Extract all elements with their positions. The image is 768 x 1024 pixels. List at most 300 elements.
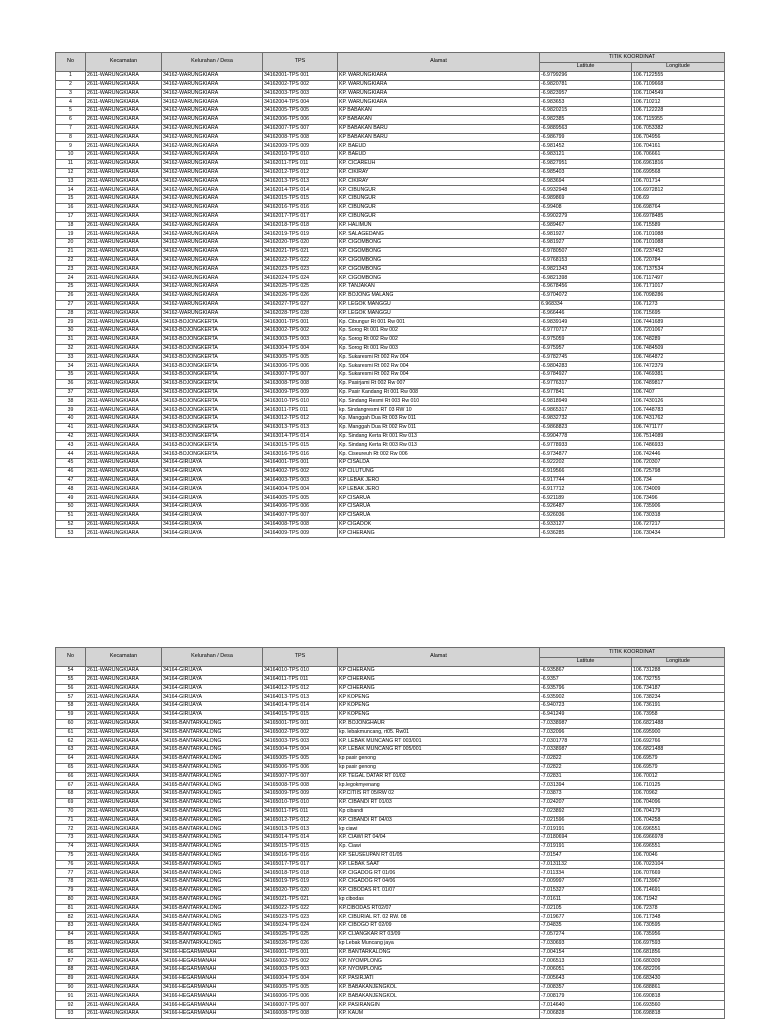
cell-tps: 34165006-TPS 006 (263, 763, 338, 772)
cell-kelurahan: 34163-BOJONGKERTA (162, 406, 263, 415)
cell-kelurahan: 34165-BANTARKALONG (162, 807, 263, 816)
cell-tps: 34165014-TPS 014 (263, 834, 338, 843)
cell-latitude: -7.019191 (540, 825, 632, 834)
cell-alamat: KP. SEUSEUPAN RT 01/05 (338, 851, 540, 860)
cell-no: 74 (56, 842, 86, 851)
cell-alamat: KP. CIGADOG RT 04/06 (338, 878, 540, 887)
cell-kecamatan: 2611-WARUNGKIARA (86, 397, 162, 406)
cell-latitude: -7.021596 (540, 816, 632, 825)
cell-latitude: -6.9780507 (540, 247, 632, 256)
cell-no: 7 (56, 124, 86, 133)
cell-no: 81 (56, 904, 86, 913)
cell-kelurahan: 34164-GIRIJAYA (162, 693, 263, 702)
cell-kelurahan: 34162-WARUNGKIARA (162, 168, 263, 177)
cell-kecamatan: 2611-WARUNGKIARA (86, 159, 162, 168)
cell-kecamatan: 2611-WARUNGKIARA (86, 300, 162, 309)
cell-no: 57 (56, 693, 86, 702)
cell-kelurahan: 34165-BANTARKALONG (162, 816, 263, 825)
header-tps: TPS (263, 648, 338, 667)
cell-no: 19 (56, 230, 86, 239)
table-row (56, 860, 725, 869)
cell-kelurahan: 34163-BOJONGKERTA (162, 327, 263, 336)
cell-tps: 34162019-TPS 019 (263, 230, 338, 239)
table-row (56, 781, 725, 790)
cell-kecamatan: 2611-WARUNGKIARA (86, 415, 162, 424)
cell-no: 15 (56, 195, 86, 204)
cell-kecamatan: 2611-WARUNGKIARA (86, 842, 162, 851)
cell-tps: 34162003-TPS 003 (263, 89, 338, 98)
table-row (56, 1010, 725, 1019)
cell-latitude: -6.9678456 (540, 283, 632, 292)
cell-kecamatan: 2611-WARUNGKIARA (86, 80, 162, 89)
cell-alamat: Kp. Sukaresmi Rt 002 Rw 004 (338, 371, 540, 380)
table-row (56, 807, 725, 816)
cell-latitude: -7.006513 (540, 957, 632, 966)
table-row (56, 151, 725, 160)
cell-tps: 34164003-TPS 003 (263, 476, 338, 485)
cell-kelurahan: 34163-BOJONGKERTA (162, 423, 263, 432)
cell-tps: 34165002-TPS 002 (263, 728, 338, 737)
cell-no: 20 (56, 239, 86, 248)
cell-kecamatan: 2611-WARUNGKIARA (86, 763, 162, 772)
cell-kecamatan: 2611-WARUNGKIARA (86, 256, 162, 265)
cell-alamat: KP. HALIMUN (338, 221, 540, 230)
cell-tps: 34165013-TPS 013 (263, 825, 338, 834)
cell-kecamatan: 2611-WARUNGKIARA (86, 265, 162, 274)
cell-no: 4 (56, 98, 86, 107)
cell-longitude: 106.695900 (632, 728, 725, 737)
cell-longitude: 106.7430126 (632, 397, 725, 406)
cell-alamat: KP. TANJAKAN (338, 283, 540, 292)
cell-kelurahan: 34165-BANTARKALONG (162, 860, 263, 869)
cell-tps: 34165021-TPS 021 (263, 895, 338, 904)
cell-latitude: -7.032096 (540, 728, 632, 737)
cell-kelurahan: 34162-WARUNGKIARA (162, 107, 263, 116)
cell-kecamatan: 2611-WARUNGKIARA (86, 930, 162, 939)
cell-kecamatan: 2611-WARUNGKIARA (86, 807, 162, 816)
cell-no: 40 (56, 415, 86, 424)
cell-no: 18 (56, 221, 86, 230)
cell-no: 55 (56, 675, 86, 684)
cell-tps: 34165007-TPS 007 (263, 772, 338, 781)
cell-alamat: Kp. Sorog Rt 001 Rw 002 (338, 327, 540, 336)
cell-latitude: -6.983694 (540, 177, 632, 186)
cell-tps: 34162007-TPS 007 (263, 124, 338, 133)
cell-longitude: 106.7441689 (632, 318, 725, 327)
table-row (56, 798, 725, 807)
cell-alamat: KP. NYOMPLONG (338, 966, 540, 975)
cell-kecamatan: 2611-WARUNGKIARA (86, 494, 162, 503)
cell-alamat: KP. CIGOMBONG (338, 265, 540, 274)
cell-alamat: KP KOPENG (338, 702, 540, 711)
cell-kelurahan: 34165-BANTARKALONG (162, 886, 263, 895)
cell-alamat: kp. Sindangresmi RT 03 RW 10 (338, 406, 540, 415)
cell-alamat: KP. CIBANDI RT 01/03 (338, 798, 540, 807)
cell-alamat: KP CIHERANG (338, 675, 540, 684)
cell-alamat: kp pasir genong (338, 763, 540, 772)
cell-tps: 34163004-TPS 004 (263, 344, 338, 353)
cell-kelurahan: 34162-WARUNGKIARA (162, 142, 263, 151)
cell-kelurahan: 34165-BANTARKALONG (162, 878, 263, 887)
cell-longitude: 106.707669 (632, 869, 725, 878)
cell-kecamatan: 2611-WARUNGKIARA (86, 247, 162, 256)
cell-kelurahan: 34165-BANTARKALONG (162, 798, 263, 807)
cell-longitude: 106.6821488 (632, 719, 725, 728)
table-row (56, 511, 725, 520)
cell-latitude: -6.982385 (540, 115, 632, 124)
cell-tps: 34162022-TPS 022 (263, 256, 338, 265)
cell-kelurahan: 34166-HEGARMANAH (162, 1010, 263, 1019)
cell-latitude: -6.9784927 (540, 371, 632, 380)
cell-longitude: 106.699568 (632, 168, 725, 177)
cell-longitude: 106.717348 (632, 913, 725, 922)
table-row (56, 520, 725, 529)
cell-kecamatan: 2611-WARUNGKIARA (86, 344, 162, 353)
cell-latitude: -6.9818949 (540, 397, 632, 406)
cell-tps: 34162024-TPS 024 (263, 274, 338, 283)
cell-kelurahan: 34164-GIRIJAYA (162, 520, 263, 529)
cell-longitude: 106.734187 (632, 684, 725, 693)
cell-no: 60 (56, 719, 86, 728)
table-row (56, 203, 725, 212)
cell-kecamatan: 2611-WARUNGKIARA (86, 423, 162, 432)
cell-longitude: 106.704956 (632, 133, 725, 142)
table-row (56, 353, 725, 362)
table-row (56, 89, 725, 98)
cell-longitude: 106.7464872 (632, 353, 725, 362)
table-row (56, 177, 725, 186)
table-row (56, 159, 725, 168)
cell-longitude: 106.704258 (632, 816, 725, 825)
cell-no: 45 (56, 459, 86, 468)
cell-longitude: 106.683430 (632, 974, 725, 983)
cell-kecamatan: 2611-WARUNGKIARA (86, 177, 162, 186)
cell-latitude: -6.9889563 (540, 124, 632, 133)
cell-tps: 34164004-TPS 004 (263, 485, 338, 494)
cell-tps: 34162009-TPS 009 (263, 142, 338, 151)
cell-no: 65 (56, 763, 86, 772)
cell-tps: 34165005-TPS 005 (263, 754, 338, 763)
table-row (56, 186, 725, 195)
cell-no: 48 (56, 485, 86, 494)
cell-longitude: 106.7407 (632, 388, 725, 397)
cell-tps: 34163001-TPS 001 (263, 318, 338, 327)
table-row (56, 327, 725, 336)
cell-kelurahan: 34164-GIRIJAYA (162, 675, 263, 684)
cell-no: 63 (56, 746, 86, 755)
cell-kecamatan: 2611-WARUNGKIARA (86, 816, 162, 825)
table-row (56, 142, 725, 151)
cell-latitude: -6.917712 (540, 485, 632, 494)
cell-latitude: -6.9768153 (540, 256, 632, 265)
cell-tps: 34165016-TPS 016 (263, 851, 338, 860)
cell-tps: 34162012-TPS 012 (263, 168, 338, 177)
cell-alamat: KP.CITIIS RT 05/RW 02 (338, 790, 540, 799)
cell-kecamatan: 2611-WARUNGKIARA (86, 195, 162, 204)
cell-tps: 34162014-TPS 014 (263, 186, 338, 195)
table-row (56, 728, 725, 737)
cell-longitude: 106.69579 (632, 754, 725, 763)
cell-kelurahan: 34165-BANTARKALONG (162, 737, 263, 746)
cell-latitude: -6.989467 (540, 221, 632, 230)
cell-alamat: KP. BOJONGHAUR (338, 719, 540, 728)
cell-no: 56 (56, 684, 86, 693)
cell-latitude: -6.9776317 (540, 379, 632, 388)
cell-tps: 34164011-TPS 011 (263, 675, 338, 684)
header-kelurahan: Kelurahan / Desa (162, 53, 263, 72)
cell-kecamatan: 2611-WARUNGKIARA (86, 781, 162, 790)
cell-kecamatan: 2611-WARUNGKIARA (86, 124, 162, 133)
table-row (56, 529, 725, 538)
cell-kelurahan: 34162-WARUNGKIARA (162, 309, 263, 318)
cell-alamat: KP CIHERANG (338, 684, 540, 693)
cell-tps: 34165020-TPS 020 (263, 886, 338, 895)
table-row (56, 719, 725, 728)
header-kecamatan: Kecamatan (86, 53, 162, 72)
cell-longitude: 106.688861 (632, 983, 725, 992)
cell-alamat: KP. BANTARKALONG (338, 948, 540, 957)
cell-latitude: -6.919566 (540, 467, 632, 476)
cell-alamat: KP CISARUA (338, 511, 540, 520)
cell-no: 41 (56, 423, 86, 432)
cell-tps: 34163016-TPS 016 (263, 450, 338, 459)
cell-latitude: -6.926487 (540, 503, 632, 512)
cell-tps: 34164001-TPS 001 (263, 459, 338, 468)
cell-latitude: -7.008357 (540, 983, 632, 992)
table-row (56, 737, 725, 746)
cell-kelurahan: 34162-WARUNGKIARA (162, 72, 263, 81)
cell-latitude: -6.9821398 (540, 274, 632, 283)
cell-longitude: 106.715589 (632, 221, 725, 230)
cell-alamat: KP. PASIRANGIN (338, 1001, 540, 1010)
cell-no: 13 (56, 177, 86, 186)
table-body (56, 72, 725, 538)
cell-latitude: -7.015327 (540, 886, 632, 895)
cell-longitude: 106.720784 (632, 256, 725, 265)
cell-kecamatan: 2611-WARUNGKIARA (86, 1001, 162, 1010)
cell-longitude: 106.69579 (632, 763, 725, 772)
table-row (56, 983, 725, 992)
cell-alamat: KP. BABAKANJENGKOL (338, 992, 540, 1001)
cell-alamat: Kp. Ciawi (338, 842, 540, 851)
table-row (56, 904, 725, 913)
tps-table-page-1 (55, 52, 725, 538)
cell-alamat: kp ciawi (338, 825, 540, 834)
cell-longitude: 106.748289 (632, 335, 725, 344)
cell-alamat: Kp. Cibungur Rt 001 Rw 001 (338, 318, 540, 327)
cell-alamat: KP. WARUNGKIARA (338, 89, 540, 98)
cell-longitude: 106.7101088 (632, 239, 725, 248)
table-row (56, 415, 725, 424)
cell-latitude: -6.9778933 (540, 441, 632, 450)
cell-alamat: Kp. Sindang Kerta Rt 003 Rw 013 (338, 441, 540, 450)
cell-kecamatan: 2611-WARUNGKIARA (86, 913, 162, 922)
header-longitude: Longitude (632, 657, 725, 667)
cell-kelurahan: 34165-BANTARKALONG (162, 842, 263, 851)
cell-kecamatan: 2611-WARUNGKIARA (86, 115, 162, 124)
cell-kecamatan: 2611-WARUNGKIARA (86, 274, 162, 283)
cell-alamat: KP. WARUNGKIARA (338, 98, 540, 107)
cell-tps: 34165023-TPS 023 (263, 913, 338, 922)
cell-kelurahan: 34165-BANTARKALONG (162, 939, 263, 948)
cell-kecamatan: 2611-WARUNGKIARA (86, 371, 162, 380)
cell-latitude: -6.9832732 (540, 415, 632, 424)
cell-kecamatan: 2611-WARUNGKIARA (86, 939, 162, 948)
cell-alamat: KP. SALAGEDANG (338, 230, 540, 239)
cell-kecamatan: 2611-WARUNGKIARA (86, 230, 162, 239)
cell-kecamatan: 2611-WARUNGKIARA (86, 476, 162, 485)
cell-no: 5 (56, 107, 86, 116)
table-row (56, 423, 725, 432)
cell-longitude: 106.7489817 (632, 379, 725, 388)
cell-kecamatan: 2611-WARUNGKIARA (86, 186, 162, 195)
cell-kelurahan: 34162-WARUNGKIARA (162, 124, 263, 133)
cell-no: 28 (56, 309, 86, 318)
cell-kelurahan: 34164-GIRIJAYA (162, 459, 263, 468)
cell-kelurahan: 34165-BANTARKALONG (162, 754, 263, 763)
cell-no: 82 (56, 913, 86, 922)
cell-kelurahan: 34163-BOJONGKERTA (162, 353, 263, 362)
cell-alamat: KP. NYOMPLONG (338, 957, 540, 966)
cell-tps: 34165026-TPS 026 (263, 939, 338, 948)
cell-longitude: 106.7098286 (632, 291, 725, 300)
cell-longitude: 106.730318 (632, 511, 725, 520)
cell-longitude: 106.698764 (632, 203, 725, 212)
cell-kecamatan: 2611-WARUNGKIARA (86, 318, 162, 327)
cell-longitude: 106.697593 (632, 939, 725, 948)
cell-no: 51 (56, 511, 86, 520)
cell-alamat: KP. CICAREUH (338, 159, 540, 168)
cell-alamat: Kp. Sorog Rt 002 Rw 002 (338, 335, 540, 344)
cell-no: 12 (56, 168, 86, 177)
cell-kecamatan: 2611-WARUNGKIARA (86, 754, 162, 763)
cell-no: 84 (56, 930, 86, 939)
cell-latitude: -6.935902 (540, 693, 632, 702)
cell-alamat: Kp. Manggah Dua Rt 002 Rw 011 (338, 423, 540, 432)
cell-alamat: KP. CIGOMBONG (338, 256, 540, 265)
cell-no: 31 (56, 335, 86, 344)
cell-kecamatan: 2611-WARUNGKIARA (86, 511, 162, 520)
header-kelurahan: Kelurahan / Desa (162, 648, 263, 667)
cell-tps: 34162004-TPS 004 (263, 98, 338, 107)
cell-tps: 34162006-TPS 006 (263, 115, 338, 124)
cell-longitude: 106.7101088 (632, 230, 725, 239)
cell-alamat: kp.legokmyenang (338, 781, 540, 790)
cell-alamat: KP LEBAK JERO (338, 485, 540, 494)
cell-longitude: 106.69 (632, 195, 725, 204)
cell-kelurahan: 34162-WARUNGKIARA (162, 89, 263, 98)
cell-kelurahan: 34163-BOJONGKERTA (162, 388, 263, 397)
table-row (56, 467, 725, 476)
cell-alamat: KP CISARUA (338, 494, 540, 503)
cell-latitude: -7.005643 (540, 974, 632, 983)
table-body (56, 667, 725, 1019)
cell-tps: 34164012-TPS 012 (263, 684, 338, 693)
cell-no: 17 (56, 212, 86, 221)
table-row (56, 667, 725, 676)
cell-tps: 34166001-TPS 001 (263, 948, 338, 957)
cell-alamat: KP. WARUNGKIARA (338, 72, 540, 81)
cell-tps: 34164006-TPS 006 (263, 503, 338, 512)
cell-kelurahan: 34163-BOJONGKERTA (162, 371, 263, 380)
table-row (56, 939, 725, 948)
cell-latitude: -6.975059 (540, 335, 632, 344)
cell-kelurahan: 34164-GIRIJAYA (162, 467, 263, 476)
cell-no: 91 (56, 992, 86, 1001)
cell-no: 78 (56, 878, 86, 887)
tps-table-page-2 (55, 647, 725, 1019)
cell-kelurahan: 34162-WARUNGKIARA (162, 283, 263, 292)
cell-alamat: Kp. Pasir Kandang Rt 001 Rw 008 (338, 388, 540, 397)
cell-alamat: kp Lebak Muncang jaya (338, 939, 540, 948)
cell-kecamatan: 2611-WARUNGKIARA (86, 825, 162, 834)
cell-kecamatan: 2611-WARUNGKIARA (86, 710, 162, 719)
cell-longitude: 106.742446 (632, 450, 725, 459)
cell-kelurahan: 34162-WARUNGKIARA (162, 177, 263, 186)
table-row (56, 230, 725, 239)
cell-kelurahan: 34165-BANTARKALONG (162, 790, 263, 799)
cell-latitude: -6.9839149 (540, 318, 632, 327)
cell-kelurahan: 34163-BOJONGKERTA (162, 379, 263, 388)
cell-tps: 34166002-TPS 002 (263, 957, 338, 966)
cell-alamat: Kp. Sorog Rt 001 Rw 003 (338, 344, 540, 353)
cell-kecamatan: 2611-WARUNGKIARA (86, 869, 162, 878)
cell-kelurahan: 34165-BANTARKALONG (162, 904, 263, 913)
cell-alamat: KP. CIGADOG RT 01/06 (338, 869, 540, 878)
table-row (56, 754, 725, 763)
cell-tps: 34166005-TPS 005 (263, 983, 338, 992)
cell-kecamatan: 2611-WARUNGKIARA (86, 309, 162, 318)
cell-latitude: -6.9865317 (540, 406, 632, 415)
cell-longitude: 106.693560 (632, 1001, 725, 1010)
cell-no: 62 (56, 737, 86, 746)
cell-longitude: 106.7472379 (632, 362, 725, 371)
cell-tps: 34162005-TPS 005 (263, 107, 338, 116)
cell-kecamatan: 2611-WARUNGKIARA (86, 957, 162, 966)
cell-kelurahan: 34162-WARUNGKIARA (162, 274, 263, 283)
cell-longitude: 106.704179 (632, 807, 725, 816)
cell-kecamatan: 2611-WARUNGKIARA (86, 684, 162, 693)
cell-latitude: -6.986799 (540, 133, 632, 142)
cell-alamat: KP. LEBAK MUNCANG RT 003/001 (338, 737, 540, 746)
cell-no: 70 (56, 807, 86, 816)
cell-latitude: -6.935796 (540, 684, 632, 693)
table-row (56, 878, 725, 887)
table-row (56, 974, 725, 983)
cell-longitude: 106.7053382 (632, 124, 725, 133)
cell-tps: 34163013-TPS 013 (263, 423, 338, 432)
table-row (56, 72, 725, 81)
cell-longitude: 106.7469381 (632, 371, 725, 380)
cell-no: 25 (56, 283, 86, 292)
cell-tps: 34163007-TPS 007 (263, 371, 338, 380)
cell-alamat: KP. WARUNGKIARA (338, 80, 540, 89)
cell-kelurahan: 34166-HEGARMANAH (162, 992, 263, 1001)
cell-kelurahan: 34163-BOJONGKERTA (162, 335, 263, 344)
table-row (56, 922, 725, 931)
table-row (56, 503, 725, 512)
table-row (56, 300, 725, 309)
cell-no: 49 (56, 494, 86, 503)
cell-kecamatan: 2611-WARUNGKIARA (86, 675, 162, 684)
cell-kelurahan: 34166-HEGARMANAH (162, 974, 263, 983)
cell-tps: 34162023-TPS 023 (263, 265, 338, 274)
table-row (56, 124, 725, 133)
cell-kecamatan: 2611-WARUNGKIARA (86, 89, 162, 98)
table-row (56, 195, 725, 204)
cell-latitude: -6.981452 (540, 142, 632, 151)
table-row (56, 388, 725, 397)
